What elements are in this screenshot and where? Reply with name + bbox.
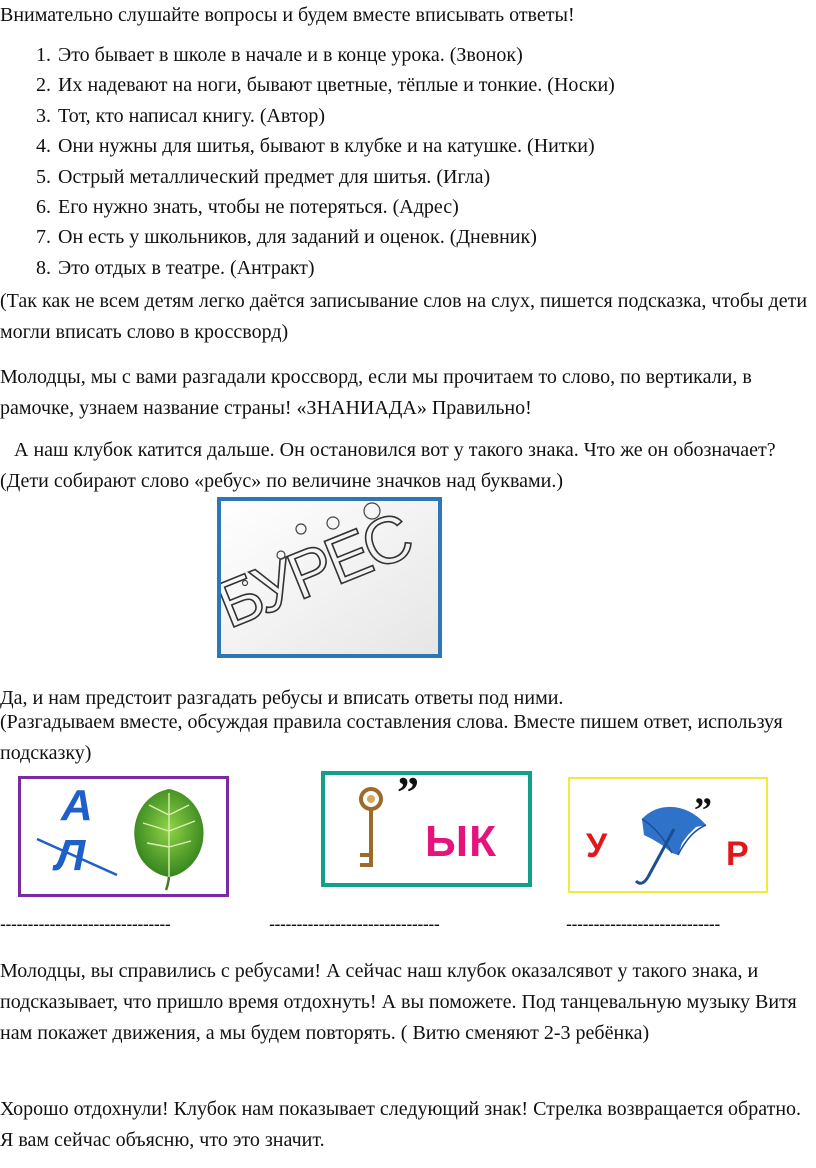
key-icon xyxy=(351,785,391,875)
rebus-letter-left: У xyxy=(586,827,608,865)
rebus-letter-bottom: Л xyxy=(55,831,86,880)
rebus-card-3 xyxy=(568,777,768,893)
rebus-word: БУРЕС xyxy=(221,501,420,642)
list-item: 5. Острый металлический предмет для шитья. (Игла) xyxy=(56,162,615,192)
solve-paragraph-1: Да, и нам предстоит разгадать ребусы и вписать ответы под ними. xyxy=(0,687,564,709)
rebus-word-image xyxy=(221,501,438,654)
rebus-letter-right: Р xyxy=(726,835,749,873)
questions-list xyxy=(0,40,615,283)
rebus-text: ЫК xyxy=(425,817,497,866)
strike-line xyxy=(31,831,121,881)
list-item: 7. Он есть у школьников, для заданий и оценок. (Дневник) xyxy=(56,222,615,252)
answer-line-2[interactable]: ------------------------------- xyxy=(269,914,440,934)
solve-paragraph-2: (Разгадываем вместе, обсуждая правила составления слова. Вместе пишем ответ, используя подсказку) xyxy=(0,711,783,764)
country-paragraph: Молодцы, мы с вами разгадали кроссворд, если мы прочитаем то слово, по вертикали, в рамочке, узнаем название страны! «ЗНАНИАДА» Правильно! xyxy=(0,366,752,419)
rebus-photo xyxy=(217,497,442,658)
rebus-marks: ” xyxy=(397,768,419,817)
rebus-card-2 xyxy=(321,768,532,887)
hint-paragraph: (Так как не всем детям легко даётся записывание слов на слух, пишется подсказка, чтобы дети могли вписать слово в кроссворд) xyxy=(0,290,808,343)
answer-line-3[interactable]: ---------------------------- xyxy=(566,914,720,934)
list-item: 3. Тот, кто написал книгу. (Автор) xyxy=(56,101,615,131)
list-item: 1. Это бывает в школе в начале и в конце урока. (Звонок) xyxy=(56,40,615,70)
ball-paragraph: А наш клубок катится дальше. Он остановился вот у такого знака. Что же он обозначает? (Дети собирают слово «ребус» по величине значков над буквами.) xyxy=(0,439,776,492)
leaf-icon xyxy=(129,785,209,891)
rest-paragraph: Хорошо отдохнули! Клубок нам показывает следующий знак! Стрелка возвращается обратно. Я вам сейчас объясню, что это значит. xyxy=(0,1098,802,1151)
rebus-marks: ” xyxy=(694,790,712,830)
answer-line-1[interactable]: ------------------------------- xyxy=(0,914,171,934)
rebus-card-1 xyxy=(18,776,229,897)
list-item: 4. Они нужны для шитья, бывают в клубке и на катушке. (Нитки) xyxy=(56,131,615,161)
intro-text: Внимательно слушайте вопросы и будем вместе вписывать ответы! xyxy=(0,4,575,26)
list-item: 8. Это отдых в театре. (Антракт) xyxy=(56,253,615,283)
great-paragraph: Молодцы, вы справились с ребусами! А сейчас наш клубок оказалсявот у такого знака, и подсказывает, что пришло время отдохнуть! А вы поможете. Под танцевальную музыку Витя нам покажет движения, а мы будем повторять. ( Витю сменяют 2-3 ребёнка) xyxy=(0,960,797,1044)
list-item: 2. Их надевают на ноги, бывают цветные, тёплые и тонкие. (Носки) xyxy=(56,70,615,100)
rebus-letter-top: А xyxy=(61,781,93,830)
list-item: 6. Его нужно знать, чтобы не потеряться. (Адрес) xyxy=(56,192,615,222)
